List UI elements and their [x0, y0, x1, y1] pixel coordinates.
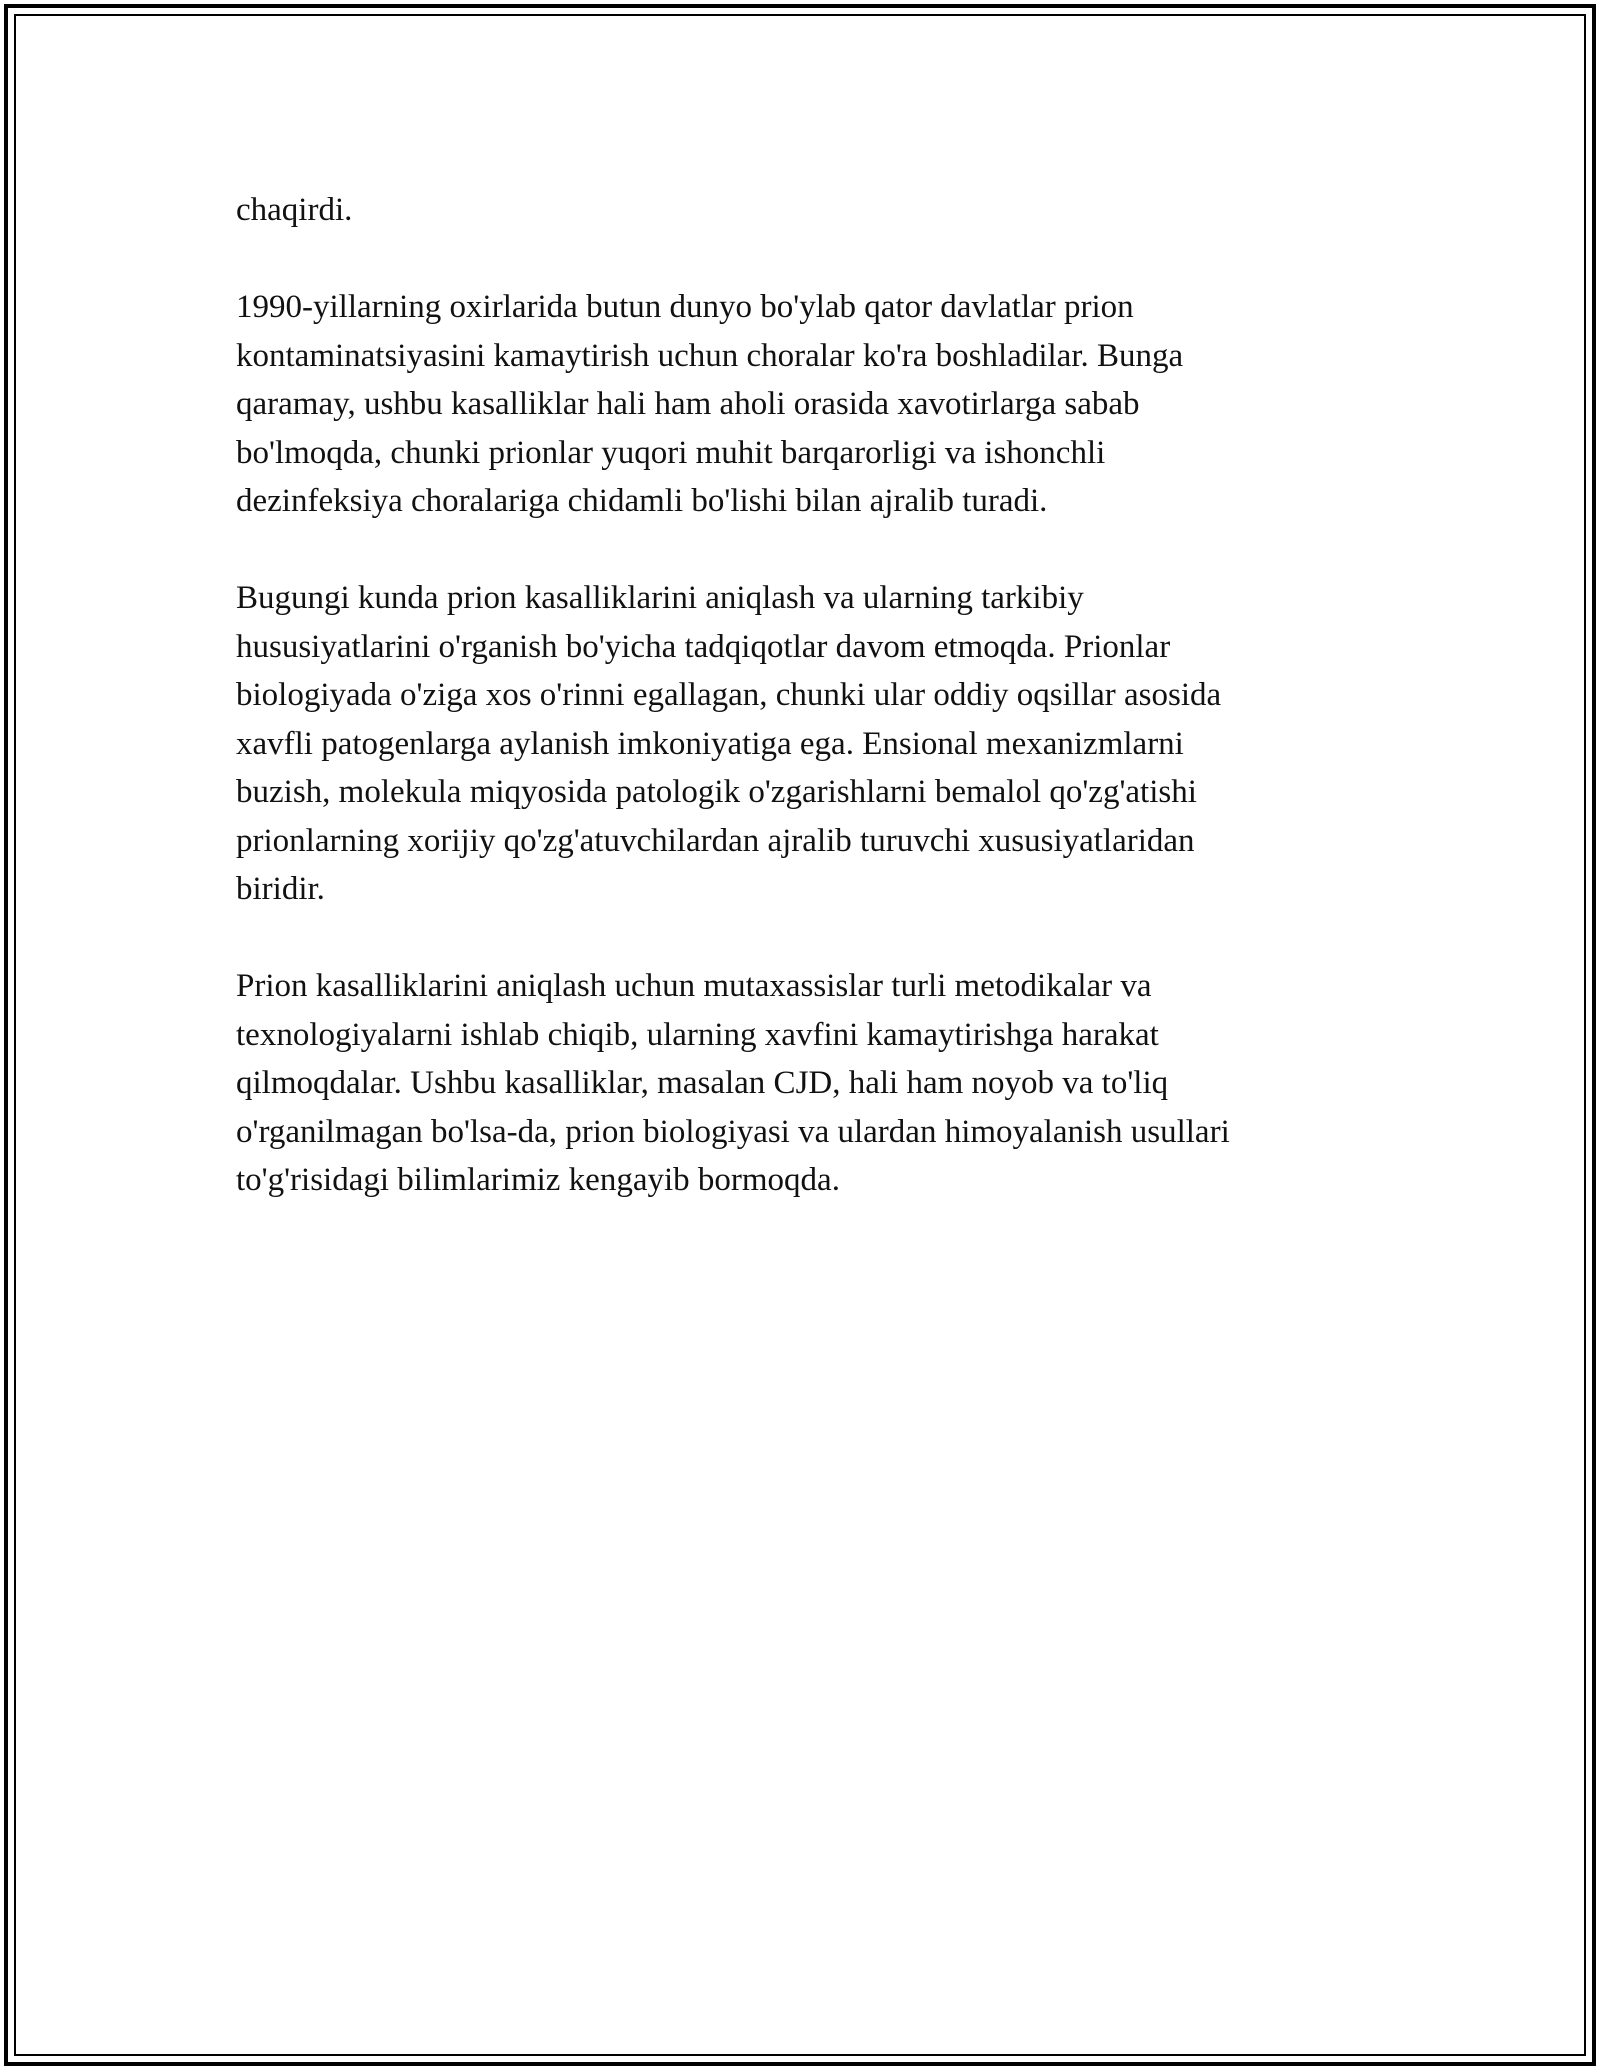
paragraph-2 — [236, 283, 1356, 526]
text-line: xavfli patogenlarga aylanish imkoniyatiga ega. Ensional mexanizmlarni — [236, 725, 1184, 762]
text-line: to'g'risidagi bilimlarimiz kengayib bormoqda. — [236, 1162, 840, 1198]
text-line: o'rganilmagan bo'lsa-da, prion biologiyasi va ulardan himoyalanish usullari — [236, 1113, 1230, 1150]
text-line: dezinfeksiya choralariga chidamli bo'lishi bilan ajralib turadi. — [236, 483, 1048, 519]
text-line: Prion kasalliklarini aniqlash uchun mutaxassislar turli metodikalar va — [236, 968, 1152, 1004]
paragraph-1 — [236, 186, 1356, 235]
text-line: prionlarning xorijiy qo'zg'atuvchilardan ajralib turuvchi xususiyatlaridan — [236, 822, 1195, 859]
text-line: texnologiyalarni ishlab chiqib, ularning xavfini kamaytirishga harakat — [236, 1016, 1159, 1053]
text-line: qaramay, ushbu kasalliklar hali ham aholi orasida xavotirlarga sabab — [236, 386, 1140, 422]
paragraph-4 — [236, 962, 1356, 1205]
text-line: biridir. — [236, 871, 325, 907]
text-line: kontaminatsiyasini kamaytirish uchun choralar ko'ra boshladilar. Bunga — [236, 337, 1184, 374]
page-content — [236, 186, 1356, 1253]
text-line: bo'lmoqda, chunki prionlar yuqori muhit barqarorligi va ishonchli — [236, 434, 1106, 471]
text-line: Bugungi kunda prion kasalliklarini aniqlash va ularning tarkibiy — [236, 580, 1084, 616]
paragraph-3 — [236, 574, 1356, 914]
text-line: chaqirdi. — [236, 192, 353, 228]
text-line: hususiyatlarini o'rganish bo'yicha tadqiqotlar davom etmoqda. Prionlar — [236, 628, 1171, 665]
text-line: 1990-yillarning oxirlarida butun dunyo bo'ylab qator davlatlar prion — [236, 289, 1134, 325]
text-line: qilmoqdalar. Ushbu kasalliklar, masalan CJD, hali ham noyob va to'liq — [236, 1065, 1169, 1101]
text-line: buzish, molekula miqyosida patologik o'zgarishlarni bemalol qo'zg'atishi — [236, 774, 1197, 810]
text-line: biologiyada o'ziga xos o'rinni egallagan, chunki ular oddiy oqsillar asosida — [236, 677, 1222, 713]
